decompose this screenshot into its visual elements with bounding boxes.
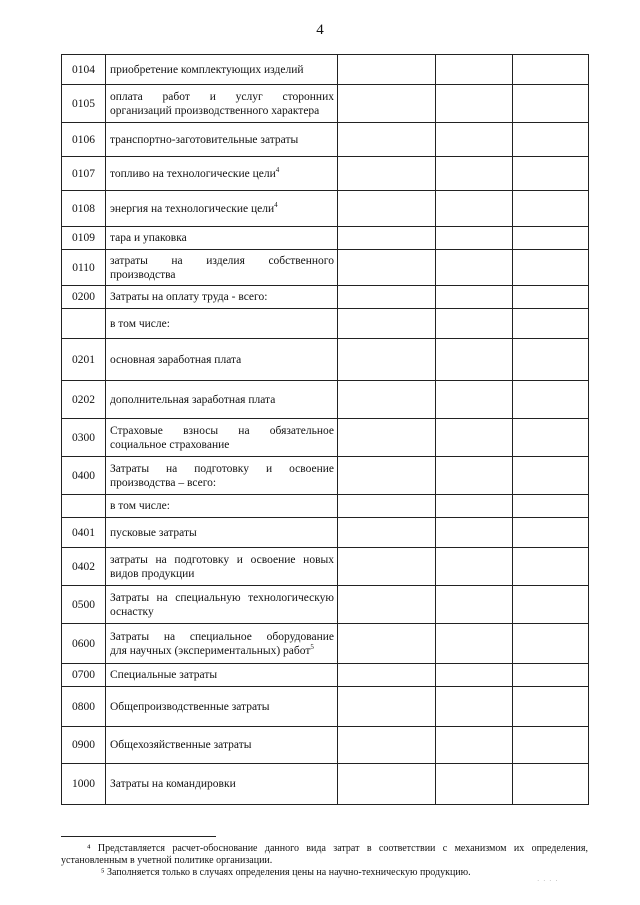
- row-code: 0109: [62, 227, 106, 250]
- row-code: [62, 309, 106, 339]
- table-row: [62, 55, 589, 85]
- table-row: [62, 339, 589, 381]
- row-code: 0107: [62, 157, 106, 191]
- value-cell[interactable]: [513, 157, 589, 191]
- table-row: [62, 227, 589, 250]
- row-description-line-2-text: оснастку: [110, 605, 154, 618]
- value-cell[interactable]: [338, 687, 436, 727]
- value-cell[interactable]: [338, 586, 436, 624]
- value-cell[interactable]: [513, 309, 589, 339]
- table-row: [62, 157, 589, 191]
- row-description-text: в том числе:: [110, 500, 170, 512]
- row-description-line-2: [110, 644, 334, 658]
- row-description-line-2-text: для научных (экспериментальных) работ: [110, 644, 311, 657]
- row-code: 0202: [62, 381, 106, 419]
- row-description: [106, 157, 338, 191]
- row-code: 0402: [62, 548, 106, 586]
- row-code: 0110: [62, 250, 106, 286]
- table-row: [62, 381, 589, 419]
- value-cell[interactable]: [513, 518, 589, 548]
- row-description-text: дополнительная заработная плата: [110, 393, 276, 406]
- row-description-text: Специальные затраты: [110, 669, 218, 681]
- value-cell[interactable]: [338, 548, 436, 586]
- row-description: [106, 664, 338, 687]
- scan-artifact: · · · ·: [537, 877, 559, 885]
- row-description: [106, 586, 338, 624]
- row-description: [106, 85, 338, 123]
- row-description-line-2: [110, 567, 334, 581]
- row-description-line-2-text: социальное страхование: [110, 438, 230, 451]
- page-number: 4: [316, 22, 324, 38]
- row-description: [106, 548, 338, 586]
- value-cell[interactable]: [436, 687, 513, 727]
- footnote-4: ⁴ Представляется расчет-обоснование данного вида затрат в соответствии с механизмом их определения, установленным в учетной политике организации.: [61, 843, 588, 866]
- row-code: 0600: [62, 624, 106, 664]
- row-description-line-2-text: видов продукции: [110, 567, 195, 580]
- row-description-text: Затраты на оплату труда - всего:: [110, 291, 268, 303]
- value-cell[interactable]: [338, 624, 436, 664]
- value-cell[interactable]: [436, 457, 513, 495]
- row-code: 0700: [62, 664, 106, 687]
- table-row: [62, 664, 589, 687]
- table-row: [62, 624, 589, 664]
- value-cell[interactable]: [338, 309, 436, 339]
- value-cell[interactable]: [338, 191, 436, 227]
- row-description: [106, 55, 338, 85]
- row-description-text: тара и упаковка: [110, 232, 187, 244]
- value-cell[interactable]: [513, 687, 589, 727]
- row-code: 0500: [62, 586, 106, 624]
- table-row: [62, 764, 589, 805]
- value-cell[interactable]: [436, 419, 513, 457]
- row-code: [62, 495, 106, 518]
- value-cell[interactable]: [436, 309, 513, 339]
- row-description: [106, 518, 338, 548]
- footnote-reference: 5: [310, 642, 314, 651]
- table-row: [62, 85, 589, 123]
- value-cell[interactable]: [513, 339, 589, 381]
- value-cell[interactable]: [338, 727, 436, 764]
- value-cell[interactable]: [436, 548, 513, 586]
- value-cell[interactable]: [338, 123, 436, 157]
- row-description-text: основная заработная плата: [110, 353, 242, 366]
- table-row: [62, 250, 589, 286]
- row-description-text: Затраты на командировки: [110, 778, 236, 790]
- row-description: [106, 687, 338, 727]
- footnote-reference: 4: [274, 200, 278, 209]
- value-cell[interactable]: [513, 457, 589, 495]
- value-cell[interactable]: [338, 85, 436, 123]
- value-cell[interactable]: [436, 664, 513, 687]
- row-description-text: приобретение комплектующих изделий: [110, 63, 304, 76]
- value-cell[interactable]: [513, 548, 589, 586]
- value-cell[interactable]: [513, 664, 589, 687]
- table-row: [62, 687, 589, 727]
- row-description: [106, 495, 338, 518]
- row-description-line-2: [110, 476, 334, 490]
- value-cell[interactable]: [436, 85, 513, 123]
- value-cell[interactable]: [338, 227, 436, 250]
- value-cell[interactable]: [338, 495, 436, 518]
- row-description-line-2: [110, 605, 334, 619]
- row-description: [106, 309, 338, 339]
- value-cell[interactable]: [513, 123, 589, 157]
- row-code: 0108: [62, 191, 106, 227]
- value-cell[interactable]: [338, 286, 436, 309]
- footnotes: [61, 843, 588, 879]
- row-code: 0400: [62, 457, 106, 495]
- value-cell[interactable]: [436, 157, 513, 191]
- value-cell[interactable]: [513, 381, 589, 419]
- table-row: [62, 727, 589, 764]
- value-cell[interactable]: [436, 586, 513, 624]
- value-cell[interactable]: [338, 419, 436, 457]
- row-description-text: топливо на технологические цели: [110, 167, 276, 180]
- row-code: 0900: [62, 727, 106, 764]
- table-row: [62, 123, 589, 157]
- table-row: [62, 457, 589, 495]
- row-description-line-1: Затраты на специальную технологическую: [110, 591, 334, 604]
- value-cell[interactable]: [436, 191, 513, 227]
- table-row: [62, 286, 589, 309]
- value-cell[interactable]: [436, 227, 513, 250]
- row-description-line-2: [110, 268, 334, 282]
- value-cell[interactable]: [436, 250, 513, 286]
- value-cell[interactable]: [513, 85, 589, 123]
- value-cell[interactable]: [338, 518, 436, 548]
- row-description: [106, 250, 338, 286]
- row-description-text: в том числе:: [110, 317, 170, 330]
- row-code: 1000: [62, 764, 106, 805]
- row-description-line-1: Затраты на специальное оборудование: [110, 630, 334, 643]
- value-cell[interactable]: [513, 727, 589, 764]
- row-description-text: Общехозяйственные затраты: [110, 739, 252, 751]
- row-description: [106, 457, 338, 495]
- value-cell[interactable]: [436, 495, 513, 518]
- row-description-text: пусковые затраты: [110, 526, 197, 539]
- row-code: 0300: [62, 419, 106, 457]
- row-code: 0201: [62, 339, 106, 381]
- value-cell[interactable]: [436, 727, 513, 764]
- table-row: [62, 191, 589, 227]
- value-cell[interactable]: [338, 457, 436, 495]
- row-description-line-1: оплата работ и услуг сторонних: [110, 90, 334, 103]
- value-cell[interactable]: [338, 55, 436, 85]
- row-description: [106, 419, 338, 457]
- row-description: [106, 727, 338, 764]
- value-cell[interactable]: [338, 381, 436, 419]
- footnote-reference: 4: [275, 165, 280, 174]
- row-description-text: Общепроизводственные затраты: [110, 700, 270, 713]
- value-cell[interactable]: [513, 250, 589, 286]
- value-cell[interactable]: [436, 55, 513, 85]
- value-cell[interactable]: [513, 227, 589, 250]
- value-cell[interactable]: [436, 339, 513, 381]
- row-description-text: энергия на технологические цели: [110, 202, 275, 215]
- value-cell[interactable]: [513, 286, 589, 309]
- table-row: [62, 309, 589, 339]
- row-code: 0105: [62, 85, 106, 123]
- footnote-5: ⁵ Заполняется только в случаях определения цены на научно-техническую продукцию.: [101, 867, 471, 878]
- value-cell[interactable]: [338, 157, 436, 191]
- row-description-line-2-text: производства: [110, 268, 176, 281]
- value-cell[interactable]: [338, 764, 436, 805]
- row-code: 0800: [62, 687, 106, 727]
- value-cell[interactable]: [436, 764, 513, 805]
- footnote-separator: [61, 836, 216, 837]
- value-cell[interactable]: [338, 664, 436, 687]
- row-description: [106, 123, 338, 157]
- value-cell[interactable]: [513, 419, 589, 457]
- table-row: [62, 518, 589, 548]
- value-cell[interactable]: [338, 250, 436, 286]
- table-row: [62, 419, 589, 457]
- row-code: 0106: [62, 123, 106, 157]
- row-description: [106, 286, 338, 309]
- value-cell[interactable]: [436, 624, 513, 664]
- value-cell[interactable]: [338, 339, 436, 381]
- row-description-line-1: затраты на изделия собственного: [110, 254, 334, 267]
- row-description: [106, 764, 338, 805]
- row-description: [106, 191, 338, 227]
- row-code: 0200: [62, 286, 106, 309]
- row-code: 0401: [62, 518, 106, 548]
- row-description: [106, 227, 338, 250]
- row-description: [106, 381, 338, 419]
- row-description-line-1: Страховые взносы на обязательное: [110, 424, 334, 437]
- value-cell[interactable]: [436, 381, 513, 419]
- row-code: 0104: [62, 55, 106, 85]
- value-cell[interactable]: [436, 123, 513, 157]
- row-description-line-2-text: производства – всего:: [110, 476, 217, 489]
- row-description-line-2: [110, 438, 334, 452]
- row-description-line-2: [110, 104, 334, 118]
- row-description-line-1: затраты на подготовку и освоение новых: [110, 553, 334, 566]
- value-cell[interactable]: [513, 624, 589, 664]
- value-cell[interactable]: [513, 586, 589, 624]
- value-cell[interactable]: [513, 495, 589, 518]
- row-description-line-2-text: организаций производственного характера: [110, 104, 320, 117]
- row-description-text: транспортно-заготовительные затраты: [110, 133, 299, 146]
- table-row: [62, 586, 589, 624]
- value-cell[interactable]: [513, 764, 589, 805]
- row-description: [106, 624, 338, 664]
- value-cell[interactable]: [436, 286, 513, 309]
- table-row: [62, 548, 589, 586]
- row-description-line-1: Затраты на подготовку и освоение: [110, 462, 334, 475]
- value-cell[interactable]: [436, 518, 513, 548]
- value-cell[interactable]: [513, 191, 589, 227]
- value-cell[interactable]: [513, 55, 589, 85]
- table-row: [62, 495, 589, 518]
- cost-items-table: [61, 54, 589, 805]
- row-description: [106, 339, 338, 381]
